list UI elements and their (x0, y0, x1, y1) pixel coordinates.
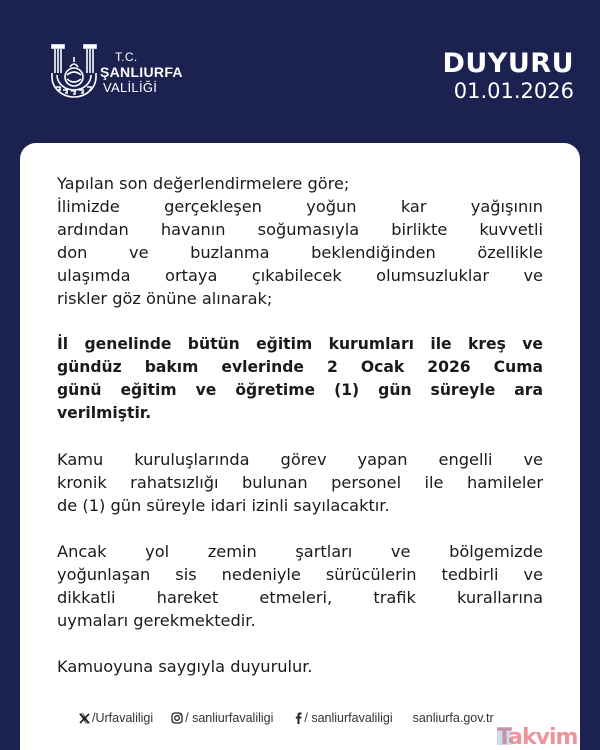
text-line: Ancak yol zemin şartları ve bölgemizde (57, 542, 543, 561)
footer-link-website-label: sanliurfa.gov.tr (412, 711, 494, 725)
announcement-date: 01.01.2026 (453, 79, 574, 103)
text-line: İlimizde gerçekleşen yoğun kar yağışının (57, 197, 543, 216)
text-line: yoğunlaşan sis nedeniyle sürücülerin tedbirli ve (57, 565, 543, 584)
logo-text (100, 50, 183, 95)
text-line: ardından havanın soğumasıyla birlikte kuvvetli (57, 220, 543, 239)
text-line: dikkatli hareket etmeleri, trafik kurallarına (57, 588, 543, 607)
header (0, 0, 600, 143)
paragraph-administrative-leave (57, 448, 543, 517)
announcement-heading (442, 48, 574, 103)
text-line: Kamu kuruluşlarında görev yapan engelli ve (57, 450, 543, 469)
paragraph-school-closure (57, 333, 543, 425)
text-line: ulaşımda ortaya çıkabilecek olumsuzluklar ve (57, 266, 543, 285)
text-line: gündüz bakım evlerinde 2 Ocak 2026 Cuma (57, 358, 543, 376)
paragraph-closing (57, 655, 543, 678)
watermark-side-strip (580, 717, 600, 750)
footer-link-x[interactable] (79, 711, 153, 725)
footer-link-instagram[interactable] (171, 711, 273, 725)
footer-link-website[interactable] (413, 711, 494, 725)
footer-link-instagram-label: / sanliurfavaliligi (185, 711, 274, 725)
text-line: günü eğitim ve öğretime (1) gün süreyle ara (57, 381, 543, 399)
logo-tc-label: T.C. (115, 50, 138, 64)
announcement-body (57, 172, 543, 678)
text-line: Yapılan son değerlendirmelere göre; (57, 174, 350, 193)
announcement-title: DUYURU (442, 48, 574, 79)
text-line: de (1) gün süreyle idari izinli sayılacaktır. (57, 496, 390, 515)
text-line: verilmiştir. (57, 404, 152, 422)
footer-link-x-label: /Urfavaliligi (92, 711, 154, 725)
watermark-text: Takvim (497, 725, 578, 750)
announcement-card (20, 143, 580, 750)
logo-office-label: VALİLİĞİ (103, 80, 158, 95)
footer-link-facebook-label: / sanliurfavaliligi (304, 711, 393, 725)
text-line: uymaları gerekmektedir. (57, 611, 256, 630)
logo-city-label: ŞANLIURFA (100, 64, 183, 80)
text-line: Kamuoyuna saygıyla duyurulur. (57, 657, 313, 676)
instagram-icon (171, 712, 183, 724)
sanliurfa-valilik-emblem-icon (50, 43, 98, 99)
takvim-watermark (497, 725, 580, 750)
text-line: don ve buzlanma beklendiğinden özellikle (57, 243, 543, 262)
x-twitter-icon (79, 713, 90, 724)
text-line: kronik rahatsızlığı bulunan personel ile hamileler (57, 473, 543, 492)
watermark-decoration (497, 727, 511, 745)
facebook-icon (295, 712, 302, 724)
text-line: riskler göz önüne alınarak; (57, 289, 273, 308)
paragraph-assessment (57, 172, 543, 310)
footer-link-facebook[interactable] (295, 711, 392, 725)
paragraph-traffic-warning (57, 540, 543, 632)
social-footer (79, 708, 539, 728)
text-line: İl genelinde bütün eğitim kurumları ile kreş ve (57, 335, 543, 353)
